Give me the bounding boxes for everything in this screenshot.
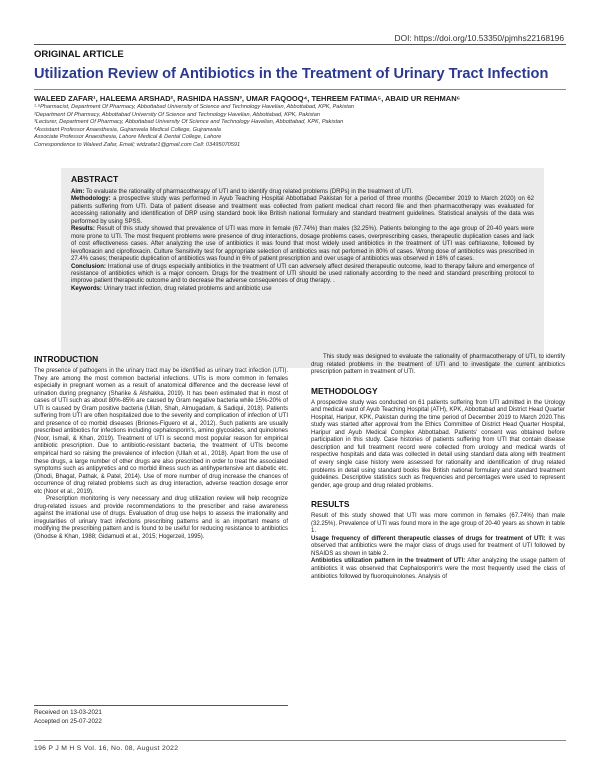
abstract-box (61, 168, 544, 368)
article-type: ORIGINAL ARTICLE (34, 49, 124, 60)
author-list: WALEED ZAFAR¹, HALEEMA ARSHAD², RASHIDA HASSN³, UMAR FAQOOQ⁴, TEHREEM FATIMA⁵, ABAID UR REHMAN⁶ (34, 94, 461, 103)
introduction-paragraph-3: This study was designed to evaluate the rationality of pharmacotherapy of UTI, to identify drug related problems in the treatment of UTI and to investigate the current antibiotics prescription pattern in treatment of UTI. (311, 354, 565, 376)
abstract-keywords: Keywords: Urinary tract infection, drug related problems and antibiotic use (71, 285, 272, 292)
results-heading: RESULTS (311, 499, 350, 510)
introduction-heading: INTRODUCTION (34, 354, 99, 364)
title-divider (34, 89, 566, 90)
affiliation-1: ¹·⁵Pharmacist, Department Of Pharmacy, Abbottabad University of Science and Technology Havelian, Abbottabad, KPK, Pakistan (34, 104, 355, 110)
abstract-methodology: Methodology: a prospective study was performed in Ayub Teaching Hospital Abbottabad Pakistan for a period of three months (December 2019 to March 2020) on 62 patients suffering from UTI. Data of patient disease and treatment was collected from patient medical chart record file and then pharmacotherapy was evaluated for accessing rationality and identification of DRP using standard book like British national formulary and standard treatment guidelines. Statistical analysis of the data was performed by using SPSS. (71, 196, 534, 225)
results-paragraph-3: Antibiotics utilization pattern in the treatment of UTI: After analyzing the usage pattern of antibiotics it was observed that Cephalosporin's were the most frequently used the class of antibiotics followed by fluoroquinolones. Analysis of (311, 558, 565, 580)
abstract-results: Results: Result of this study showed that prevalence of UTI was more in female (67.74%) than males (32.25%). Patients belonging to the age group of 20-40 years were more prone to UTI. The most frequent problems were presence of drug interactions, dosage problems cases, overprescribing cases, therapeutic duplication cases and lack of cost effectiveness cases. After analyzing the use of antibiotics it was found that most widely used antibiotics in the treatment of UTI was ceftriaxone, followed by levofloxacin and ciprofloxacin. Culture Sensitivity test for appropriate selection of antibiotics was not perfomed in 80% of cases. Wrong dose of antibiotics was prescribed in 27.4% cases; therapeutic duplication of antibiotics was found in 6% of patient prescription and over usage of antibiotics was observed in 18% of cases. (71, 226, 534, 263)
introduction-paragraph-2: Prescription monitoring is very necessary and drug utilization review will help recognize drug-related issues and provide recommendations to the prescriber and raise awareness against the irrational use of drugs. Evaluation of drug use helps to assess the irrationality and irregularities of urinary tract infections prescribing patterns and is an important means of modifying the prescribing pattern and is found to be useful for reducing resistance to antibiotics (Ghodse & Khan, 1988; Gidamudi et al., 2015; Hogerzeil, 1995). (34, 496, 288, 541)
results-paragraph-2: Usage frequency of different therapeutic classes of drugs for treatment of UTI: It was observed that antibiotics were the major class of drugs used for treatment of UTI followed by NSAIDS as shown in table 2. (311, 535, 565, 557)
abstract-aim: Aim: To evaluate the rationality of pharmacotherapy of UTI and to identify drug related problems (DRPs) in the treatment of UTI. (71, 189, 414, 195)
header-divider (34, 44, 566, 45)
abstract-conclusion: Conclusion: Irrational use of drugs especially antibiotics in the treatment of UTI can adversely affect desired therapeutic outcome, lead to therapy failure and emergence of resistance of antibiotics which is a major concern. Drugs for the treatment of UTI should be used rationally according to the need and standard prescribing protocol to improve patient therapeutic outcome and to decrease the adverse consequences of drug therapy. . (71, 263, 534, 285)
page-footer: 196 P J M H S Vol. 16, No. 08, August 2022 (34, 745, 179, 752)
accepted-date: Accepted on 25-07-2022 (34, 717, 102, 725)
abstract-body (71, 189, 534, 293)
dates-divider (34, 705, 288, 706)
correspondence: Correspondence to Waleed Zafar, Email; widzafar1@gmail.com Cell: 03495070591 (34, 141, 241, 148)
footer-divider (34, 740, 566, 741)
doi-text[interactable]: DOI: https://doi.org/10.53350/pjmhs22168196 (394, 33, 564, 43)
affiliation-2: ²Department Of Pharmacy, Abbottabad University Of Science and Technology Havelian, Abbottabad, KPK, Pakistan (34, 111, 320, 118)
article-dates (34, 709, 102, 726)
methodology-heading: METHODOLOGY (311, 385, 378, 396)
introduction-paragraph-1: The presence of pathogens in the urinary tract may be identified as urinary tract infection (UTI). They are among the most common bacterial infections. UTIs is more common in females especially in pregnant women as a result of anatomical difference and the decrease level of urination during pregnancy (Sharike & Alshakka, 2019). It has been estimated that in most of cases of UTI such as about 80%-85% are caused by Gram negative bacteria while 15%-20% of UTI is caused by Gram positive bacteria (Ullah, Shah, Almugadam, & Sadiqui, 2018). Patients suffering from UTI are often hospitalized due to the severity and complication of infection of UTI and presence of co morbid diseases (Briones-Figuero et al., 2012). Such patients are usually prescribed antibiotics for infections including cephalosporin's, amino glycosides, and quinolones (Noor, Ismail, & Khan, 2019). Treatment of UTI is second most popular reason for empirical antibiotic prescription. Due to antibiotic-resistant bacteria, the treatment of UTIs become empirical hard so raising the prevalence of infection (Ullah et al., 2018). Apart from the use of these drugs, a large number of other drugs are also prescribed in order to treat the associated symptoms such as antipyretics and co morbid illness such as antihypertensive ant diabetic etc. (Dhodi, Bhagat, Pathak, & Patel, 2014). Use of more number of drug increase the chances of occurrence of drug related problems such as drug interaction, adverse reaction dosage error etc (Noor et al., 2019). (34, 368, 288, 495)
left-column (34, 354, 288, 542)
affiliation-4: ⁴Assistant Professor Anaesthesia, Gujranwala Medical College, Gujranwala (34, 126, 221, 133)
paper-title: Utilization Review of Antibiotics in the Treatment of Urinary Tract Infection (34, 66, 549, 82)
abstract-heading: ABSTRACT (71, 174, 119, 184)
affiliation-5: Associate Professor Anaesthesia, Lahore Medical & Dental College, Lahore (34, 134, 222, 140)
affiliation-3: ³Lecturer, Department Of Pharmacy, Abbottabad University Of Science and Technology Havelian, Abbottabad, KPK, Pakistan (34, 119, 344, 125)
affiliations (34, 104, 354, 149)
right-column (311, 354, 565, 581)
received-date: Received on 13-03-2021 (34, 709, 102, 716)
methodology-paragraph: A prospective study was conducted on 61 patients suffering from UTI admitted in the Urology and medical ward of Ayub Teaching Hospital (ATH), KPK, Abbottabad and District Head Quarter Hospital, Haripur, KPK, Pakistan during the time period of December 2019 to March 2020.This study was started after approval from the Ethics Committee of District Head Quarter Hospital, Haripur and Ayub Medical Complex Abbottabad. Patients' consent was obtained before participation in this study. Case histories of patients suffering from UTI that contain disease description and full treatment record were collected from urology and medical wards of respective hospitals and data was collected in detail using standard data along with treatment of every single case history were assessed for rationality and identification of drug related problems in detail using standard books like British national formulary and standard treatment guidelines. Descriptive statistics such as frequencies and percentages were used to represent gender, age group and drug related problems. (311, 399, 565, 489)
results-paragraph-1: Result of this study showed that UTI was more common in females (67.74%) than male (32.25%). Prevalence of UTI was found more in the age group of 20-40 years as shown in table 1. (311, 513, 565, 535)
